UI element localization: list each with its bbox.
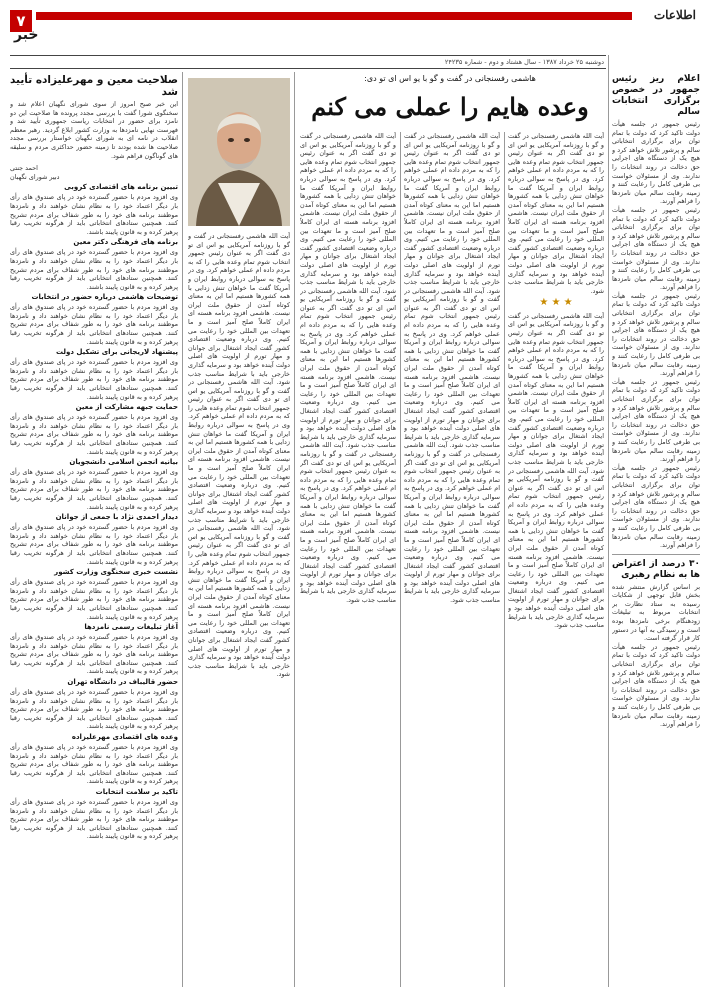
right-body-5: رئیس جمهور در جلسه هیأت دولت تاکید کرد که دولت با تمام توان برای برگزاری انتخاباتی سالم و پرشور تلاش خواهد کرد و هیچ یک از دستگاه های اجرایی حق دخالت در روند انتخابات را ندارند. وی از مسئولان خواست بی طرفی کامل را رعایت کنند و زمینه رقابت سالم میان نامزدها را فراهم آورند. [612,463,700,550]
left-paragraph-8: وی افزود مردم با حضور گسترده خود در پای صندوق های رأی بار دیگر اعتماد خود را به نظام نشان خواهند داد و نامزدها موظفند برنامه های خود را به طور شفاف برای مردم تشریح کنند. همچنین ستادهای انتخاباتی باید از هرگونه تخریب رقبا پرهیز کرده و به قانون پایبند باشند. [10,578,178,621]
section-label: خبر [14,27,39,43]
left-signature-role: دبیر شورای نگهبان [10,172,60,181]
left-paragraph-7: وی افزود مردم با حضور گسترده خود در پای صندوق های رأی بار دیگر اعتماد خود را به نظام نشان خواهند داد و نامزدها موظفند برنامه های خود را به طور شفاف برای مردم تشریح کنند. همچنین ستادهای انتخاباتی باید از هرگونه تخریب رقبا پرهیز کرده و به قانون پایبند باشند. [10,523,178,566]
right-bottom-headline: ۳۰ درصد از اعتراض ها به نظام رهبری [612,558,700,580]
left-subhead-2: برنامه های فرهنگی دکتر معین [73,238,178,247]
under-photo-body-3: آیت الله هاشمی رفسنجانی در گفت و گو با روزنامه آمریکایی یو اس ای تو دی گفت اگر به عنوان رئیس جمهور انتخاب شوم تمام وعده هایی را که به مردم داده ام عملی خواهم کرد. وی در پاسخ به سوالی درباره روابط ایران و آمریکا گفت ما خواهان تنش زدایی با همه کشورها هستیم اما این به معنای کوتاه آمدن از حقوق ملت ایران نیست. هاشمی افزود برنامه هسته ای ایران کاملاً صلح آمیز است و ما تعهدات بین المللی خود را رعایت می کنیم. وی درباره وضعیت اقتصادی کشور گفت ایجاد اشتغال برای جوانان و مهار تورم از اولویت های اصلی دولت آینده خواهد بود و سرمایه گذاری خارجی باید با شرایط مناسب جذب شود. [188,524,290,679]
left-paragraph-10: وی افزود مردم با حضور گسترده خود در پای صندوق های رأی بار دیگر اعتماد خود را به نظام نشان خواهند داد و نامزدها موظفند برنامه های خود را به طور شفاف برای مردم تشریح کنند. همچنین ستادهای انتخاباتی باید از هرگونه تخریب رقبا پرهیز کرده و به قانون پایبند باشند. [10,688,178,731]
left-subhead-11: وعده های اقتصادی مهرعلیزاده [71,733,178,742]
under-photo-body-2: آیت الله هاشمی رفسنجانی در گفت و گو با روزنامه آمریکایی یو اس ای تو دی گفت اگر به عنوان رئیس جمهور انتخاب شوم تمام وعده هایی را که به مردم داده ام عملی خواهم کرد. وی در پاسخ به سوالی درباره روابط ایران و آمریکا گفت ما خواهان تنش زدایی با همه کشورها هستیم اما این به معنای کوتاه آمدن از حقوق ملت ایران نیست. هاشمی افزود برنامه هسته ای ایران کاملاً صلح آمیز است و ما تعهدات بین المللی خود را رعایت می کنیم. وی درباره وضعیت اقتصادی کشور گفت ایجاد اشتغال برای جوانان و مهار تورم از اولویت های اصلی دولت آینده خواهد بود و سرمایه گذاری خارجی باید با شرایط مناسب جذب شود. [188,378,290,533]
photo-caption-column [188,232,290,987]
left-subhead-8: نشست خبری سخنگوی وزارت کشور [54,568,178,577]
left-signature: احمد جنتی [10,164,38,173]
article-headline: وعده هایم را عملی می کنم [311,92,589,121]
right-column [612,72,700,987]
article-kicker: هاشمی رفسنجانی در گفت و گو با یو اس ای تو دی: [364,74,536,83]
right-headline: اعلام ریز رئیس جمهور در خصوص برگزاری انتخابات سالم [612,74,700,117]
article-body-2c: آیت الله هاشمی رفسنجانی در گفت و گو با روزنامه آمریکایی یو اس ای تو دی گفت اگر به عنوان رئیس جمهور انتخاب شوم تمام وعده هایی را که به مردم داده ام عملی خواهم کرد. وی در پاسخ به سوالی درباره روابط ایران و آمریکا گفت ما خواهان تنش زدایی با همه کشورها هستیم اما این به معنای کوتاه آمدن از حقوق ملت ایران نیست. هاشمی افزود برنامه هسته ای ایران کاملاً صلح آمیز است و ما تعهدات بین المللی خود را رعایت می کنیم. وی درباره وضعیت اقتصادی کشور گفت ایجاد اشتغال برای جوانان و مهار تورم از اولویت های اصلی دولت آینده خواهد بود و سرمایه گذاری خارجی باید با شرایط مناسب جذب شود. [404,441,500,605]
left-column [10,72,178,987]
left-paragraph-12: وی افزود مردم با حضور گسترده خود در پای صندوق های رأی بار دیگر اعتماد خود را به نظام نشان خواهند داد و نامزدها موظفند برنامه های خود را به طور شفاف برای مردم تشریح کنند. همچنین ستادهای انتخاباتی باید از هرگونه تخریب رقبا پرهیز کرده و به قانون پایبند باشند. [10,798,178,841]
right-bottom-body-2: رئیس جمهور در جلسه هیأت دولت تاکید کرد که دولت با تمام توان برای برگزاری انتخاباتی سالم و پرشور تلاش خواهد کرد و هیچ یک از دستگاه های اجرایی حق دخالت در روند انتخابات را ندارند. وی از مسئولان خواست بی طرفی کامل را رعایت کنند و زمینه رقابت سالم میان نامزدها را فراهم آورند. [612,642,700,729]
left-body: این خبر صبح امروز از سوی شورای نگهبان اعلام شد و سخنگوی شورا گفت با بررسی مجدد پرونده ها صلاحیت این دو نامزد برای حضور در انتخابات ریاست جمهوری تأیید شد و فهرست نهایی نامزدها به وزارت کشور ابلاغ گردید. رهبر معظم انقلاب در نامه ای به شورای نگهبان خواستار بررسی مجدد صلاحیت ها شده بودند تا زمینه حضور حداکثری مردم و سلیقه های گوناگون فراهم شود. [10,100,178,160]
left-headline: صلاحیت معین و مهرعلیزاده تأیید شد [10,74,178,98]
left-paragraph-11: وی افزود مردم با حضور گسترده خود در پای صندوق های رأی بار دیگر اعتماد خود را به نظام نشان خواهند داد و نامزدها موظفند برنامه های خود را به طور شفاف برای مردم تشریح کنند. همچنین ستادهای انتخاباتی باید از هرگونه تخریب رقبا پرهیز کرده و به قانون پایبند باشند. [10,743,178,786]
left-paragraph-2: وی افزود مردم با حضور گسترده خود در پای صندوق های رأی بار دیگر اعتماد خود را به نظام نشان خواهند داد و نامزدها موظفند برنامه های خود را به طور شفاف برای مردم تشریح کنند. همچنین ستادهای انتخاباتی باید از هرگونه تخریب رقبا پرهیز کرده و به قانون پایبند باشند. [10,248,178,291]
article-column-1 [300,132,396,987]
right-body-1: رئیس جمهور در جلسه هیأت دولت تاکید کرد که دولت با تمام توان برای برگزاری انتخاباتی سالم و پرشور تلاش خواهد کرد و هیچ یک از دستگاه های اجرایی حق دخالت در روند انتخابات را ندارند. وی از مسئولان خواست بی طرفی کامل را رعایت کنند و زمینه رقابت سالم میان نامزدها را فراهم آورند. [612,120,700,206]
left-paragraph-5: وی افزود مردم با حضور گسترده خود در پای صندوق های رأی بار دیگر اعتماد خود را به نظام نشان خواهند داد و نامزدها موظفند برنامه های خود را به طور شفاف برای مردم تشریح کنند. همچنین ستادهای انتخاباتی باید از هرگونه تخریب رقبا پرهیز کرده و به قانون پایبند باشند. [10,413,178,456]
left-paragraph-6: وی افزود مردم با حضور گسترده خود در پای صندوق های رأی بار دیگر اعتماد خود را به نظام نشان خواهند داد و نامزدها موظفند برنامه های خود را به طور شفاف برای مردم تشریح کنند. همچنین ستادهای انتخاباتی باید از هرگونه تخریب رقبا پرهیز کرده و به قانون پایبند باشند. [10,468,178,511]
left-paragraph-1: وی افزود مردم با حضور گسترده خود در پای صندوق های رأی بار دیگر اعتماد خود را به نظام نشان خواهند داد و نامزدها موظفند برنامه های خود را به طور شفاف برای مردم تشریح کنند. همچنین ستادهای انتخاباتی باید از هرگونه تخریب رقبا پرهیز کرده و به قانون پایبند باشند. [10,193,178,236]
article-body-3a: آیت الله هاشمی رفسنجانی در گفت و گو با روزنامه آمریکایی یو اس ای تو دی گفت اگر به عنوان رئیس جمهور انتخاب شوم تمام وعده هایی را که به مردم داده ام عملی خواهم کرد. وی در پاسخ به سوالی درباره روابط ایران و آمریکا گفت ما خواهان تنش زدایی با همه کشورها هستیم اما این به معنای کوتاه آمدن از حقوق ملت ایران نیست. هاشمی افزود برنامه هسته ای ایران کاملاً صلح آمیز است و ما تعهدات بین المللی خود را رعایت می کنیم. وی درباره وضعیت اقتصادی کشور گفت ایجاد اشتغال برای جوانان و مهار تورم از اولویت های اصلی دولت آینده خواهد بود و سرمایه گذاری خارجی باید با شرایط مناسب جذب شود. [508,132,604,295]
left-subhead-5: حمایت جبهه مشارکت از معین [75,403,178,412]
brand-strip [36,12,632,20]
left-paragraph-3: وی افزود مردم با حضور گسترده خود در پای صندوق های رأی بار دیگر اعتماد خود را به نظام نشان خواهند داد و نامزدها موظفند برنامه های خود را به طور شفاف برای مردم تشریح کنند. همچنین ستادهای انتخاباتی باید از هرگونه تخریب رقبا پرهیز کرده و به قانون پایبند باشند. [10,303,178,346]
dateline: دوشنبه ۲۵ خرداد ۱۳۸۷ - سال هشتاد و دوم - شماره ۲۴۲۳۵ [10,55,606,69]
left-subhead-6: بیانیه انجمن اسلامی دانشجویان [69,458,178,467]
column-rule [400,132,401,987]
article-body-1b: آیت الله هاشمی رفسنجانی در گفت و گو با روزنامه آمریکایی یو اس ای تو دی گفت اگر به عنوان رئیس جمهور انتخاب شوم تمام وعده هایی را که به مردم داده ام عملی خواهم کرد. وی در پاسخ به سوالی درباره روابط ایران و آمریکا گفت ما خواهان تنش زدایی با همه کشورها هستیم اما این به معنای کوتاه آمدن از حقوق ملت ایران نیست. هاشمی افزود برنامه هسته ای ایران کاملاً صلح آمیز است و ما تعهدات بین المللی خود را رعایت می کنیم. وی درباره وضعیت اقتصادی کشور گفت ایجاد اشتغال برای جوانان و مهار تورم از اولویت های اصلی دولت آینده خواهد بود و سرمایه گذاری خارجی باید با شرایط مناسب جذب شود. [300,286,396,450]
column-rule [608,55,609,987]
left-subhead-10: حضور قالیباف در دانشگاه تهران [67,678,178,687]
right-body-3: رئیس جمهور در جلسه هیأت دولت تاکید کرد که دولت با تمام توان برای برگزاری انتخاباتی سالم و پرشور تلاش خواهد کرد و هیچ یک از دستگاه های اجرایی حق دخالت در روند انتخابات را ندارند. وی از مسئولان خواست بی طرفی کامل را رعایت کنند و زمینه رقابت سالم میان نامزدها را فراهم آورند. [612,291,700,378]
page-number: ۷ [10,10,32,32]
article-column-3 [508,132,604,987]
column-rule [182,72,183,987]
article-body-1c: آیت الله هاشمی رفسنجانی در گفت و گو با روزنامه آمریکایی یو اس ای تو دی گفت اگر به عنوان رئیس جمهور انتخاب شوم تمام وعده هایی را که به مردم داده ام عملی خواهم کرد. وی در پاسخ به سوالی درباره روابط ایران و آمریکا گفت ما خواهان تنش زدایی با همه کشورها هستیم اما این به معنای کوتاه آمدن از حقوق ملت ایران نیست. هاشمی افزود برنامه هسته ای ایران کاملاً صلح آمیز است و ما تعهدات بین المللی خود را رعایت می کنیم. وی درباره وضعیت اقتصادی کشور گفت ایجاد اشتغال برای جوانان و مهار تورم از اولویت های اصلی دولت آینده خواهد بود و سرمایه گذاری خارجی باید با شرایط مناسب جذب شود. [300,441,396,605]
portrait-illustration [188,78,290,226]
under-photo-body: آیت الله هاشمی رفسنجانی در گفت و گو با روزنامه آمریکایی یو اس ای تو دی گفت اگر به عنوان رئیس جمهور انتخاب شوم تمام وعده هایی را که به مردم داده ام عملی خواهم کرد. وی در پاسخ به سوالی درباره روابط ایران و آمریکا گفت ما خواهان تنش زدایی با همه کشورها هستیم اما این به معنای کوتاه آمدن از حقوق ملت ایران نیست. هاشمی افزود برنامه هسته ای ایران کاملاً صلح آمیز است و ما تعهدات بین المللی خود را رعایت می کنیم. وی درباره وضعیت اقتصادی کشور گفت ایجاد اشتغال برای جوانان و مهار تورم از اولویت های اصلی دولت آینده خواهد بود و سرمایه گذاری خارجی باید با شرایط مناسب جذب شود. [188,232,290,387]
article-body-3c: آیت الله هاشمی رفسنجانی در گفت و گو با روزنامه آمریکایی یو اس ای تو دی گفت اگر به عنوان رئیس جمهور انتخاب شوم تمام وعده هایی را که به مردم داده ام عملی خواهم کرد. وی در پاسخ به سوالی درباره روابط ایران و آمریکا گفت ما خواهان تنش زدایی با همه کشورها هستیم اما این به معنای کوتاه آمدن از حقوق ملت ایران نیست. هاشمی افزود برنامه هسته ای ایران کاملاً صلح آمیز است و ما تعهدات بین المللی خود را رعایت می کنیم. وی درباره وضعیت اقتصادی کشور گفت ایجاد اشتغال برای جوانان و مهار تورم از اولویت های اصلی دولت آینده خواهد بود و سرمایه گذاری خارجی باید با شرایط مناسب جذب شود. [508,466,604,630]
left-paragraph-4: وی افزود مردم با حضور گسترده خود در پای صندوق های رأی بار دیگر اعتماد خود را به نظام نشان خواهند داد و نامزدها موظفند برنامه های خود را به طور شفاف برای مردم تشریح کنند. همچنین ستادهای انتخاباتی باید از هرگونه تخریب رقبا پرهیز کرده و به قانون پایبند باشند. [10,358,178,401]
column-rule [294,72,295,987]
article-body-1a: آیت الله هاشمی رفسنجانی در گفت و گو با روزنامه آمریکایی یو اس ای تو دی گفت اگر به عنوان رئیس جمهور انتخاب شوم تمام وعده هایی را که به مردم داده ام عملی خواهم کرد. وی در پاسخ به سوالی درباره روابط ایران و آمریکا گفت ما خواهان تنش زدایی با همه کشورها هستیم اما این به معنای کوتاه آمدن از حقوق ملت ایران نیست. هاشمی افزود برنامه هسته ای ایران کاملاً صلح آمیز است و ما تعهدات بین المللی خود را رعایت می کنیم. وی درباره وضعیت اقتصادی کشور گفت ایجاد اشتغال برای جوانان و مهار تورم از اولویت های اصلی دولت آینده خواهد بود و سرمایه گذاری خارجی باید با شرایط مناسب جذب شود. [300,132,396,295]
page-header [10,8,696,43]
left-paragraph-9: وی افزود مردم با حضور گسترده خود در پای صندوق های رأی بار دیگر اعتماد خود را به نظام نشان خواهند داد و نامزدها موظفند برنامه های خود را به طور شفاف برای مردم تشریح کنند. همچنین ستادهای انتخاباتی باید از هرگونه تخریب رقبا پرهیز کرده و به قانون پایبند باشند. [10,633,178,676]
article-body-2a: آیت الله هاشمی رفسنجانی در گفت و گو با روزنامه آمریکایی یو اس ای تو دی گفت اگر به عنوان رئیس جمهور انتخاب شوم تمام وعده هایی را که به مردم داده ام عملی خواهم کرد. وی در پاسخ به سوالی درباره روابط ایران و آمریکا گفت ما خواهان تنش زدایی با همه کشورها هستیم اما این به معنای کوتاه آمدن از حقوق ملت ایران نیست. هاشمی افزود برنامه هسته ای ایران کاملاً صلح آمیز است و ما تعهدات بین المللی خود را رعایت می کنیم. وی درباره وضعیت اقتصادی کشور گفت ایجاد اشتغال برای جوانان و مهار تورم از اولویت های اصلی دولت آینده خواهد بود و سرمایه گذاری خارجی باید با شرایط مناسب جذب شود. [404,132,500,295]
left-subhead-12: تاکید بر سلامت انتخابات [95,788,178,796]
left-subhead-1: تبیین برنامه های اقتصادی کروبی [64,183,178,192]
right-divider [612,554,700,555]
left-subhead-4: پیشنهاد لاریجانی برای تشکیل دولت [55,348,178,357]
left-subhead-3: توضیحات هاشمی درباره حضور در انتخابات [31,293,178,302]
right-bottom-body: بر اساس گزارش منتشر شده بخش قابل توجهی از شکایات رسیده به ستاد نظارت بر انتخابات مربوط به تبلیغات زودهنگام برخی نامزدها بوده است و رسیدگی به آنها در دستور کار قرار گرفته است. [612,582,700,643]
article-body-2b: آیت الله هاشمی رفسنجانی در گفت و گو با روزنامه آمریکایی یو اس ای تو دی گفت اگر به عنوان رئیس جمهور انتخاب شوم تمام وعده هایی را که به مردم داده ام عملی خواهم کرد. وی در پاسخ به سوالی درباره روابط ایران و آمریکا گفت ما خواهان تنش زدایی با همه کشورها هستیم اما این به معنای کوتاه آمدن از حقوق ملت ایران نیست. هاشمی افزود برنامه هسته ای ایران کاملاً صلح آمیز است و ما تعهدات بین المللی خود را رعایت می کنیم. وی درباره وضعیت اقتصادی کشور گفت ایجاد اشتغال برای جوانان و مهار تورم از اولویت های اصلی دولت آینده خواهد بود و سرمایه گذاری خارجی باید با شرایط مناسب جذب شود. [404,286,500,450]
left-subhead-9: آغاز تبلیغات رسمی نامزدها [84,623,178,632]
portrait-photo [188,78,290,226]
article-body-3b: آیت الله هاشمی رفسنجانی در گفت و گو با روزنامه آمریکایی یو اس ای تو دی گفت اگر به عنوان رئیس جمهور انتخاب شوم تمام وعده هایی را که به مردم داده ام عملی خواهم کرد. وی در پاسخ به سوالی درباره روابط ایران و آمریکا گفت ما خواهان تنش زدایی با همه کشورها هستیم اما این به معنای کوتاه آمدن از حقوق ملت ایران نیست. هاشمی افزود برنامه هسته ای ایران کاملاً صلح آمیز است و ما تعهدات بین المللی خود را رعایت می کنیم. وی درباره وضعیت اقتصادی کشور گفت ایجاد اشتغال برای جوانان و مهار تورم از اولویت های اصلی دولت آینده خواهد بود و سرمایه گذاری خارجی باید با شرایط مناسب جذب شود. [508,311,604,475]
brand-logo: اطلاعات [653,8,696,22]
right-body-2: رئیس جمهور در جلسه هیأت دولت تاکید کرد که دولت با تمام توان برای برگزاری انتخاباتی سالم و پرشور تلاش خواهد کرد و هیچ یک از دستگاه های اجرایی حق دخالت در روند انتخابات را ندارند. وی از مسئولان خواست بی طرفی کامل را رعایت کنند و زمینه رقابت سالم میان نامزدها را فراهم آورند. [612,205,700,292]
star-ornament: ★ ★ ★ [539,297,573,309]
left-subhead-7: دیدار احمدی نژاد با جمعی از جوانان [55,513,178,522]
right-body-4: رئیس جمهور در جلسه هیأت دولت تاکید کرد که دولت با تمام توان برای برگزاری انتخاباتی سالم و پرشور تلاش خواهد کرد و هیچ یک از دستگاه های اجرایی حق دخالت در روند انتخابات را ندارند. وی از مسئولان خواست بی طرفی کامل را رعایت کنند و زمینه رقابت سالم میان نامزدها را فراهم آورند. [612,377,700,464]
article-column-2 [404,132,500,987]
column-rule [504,132,505,987]
